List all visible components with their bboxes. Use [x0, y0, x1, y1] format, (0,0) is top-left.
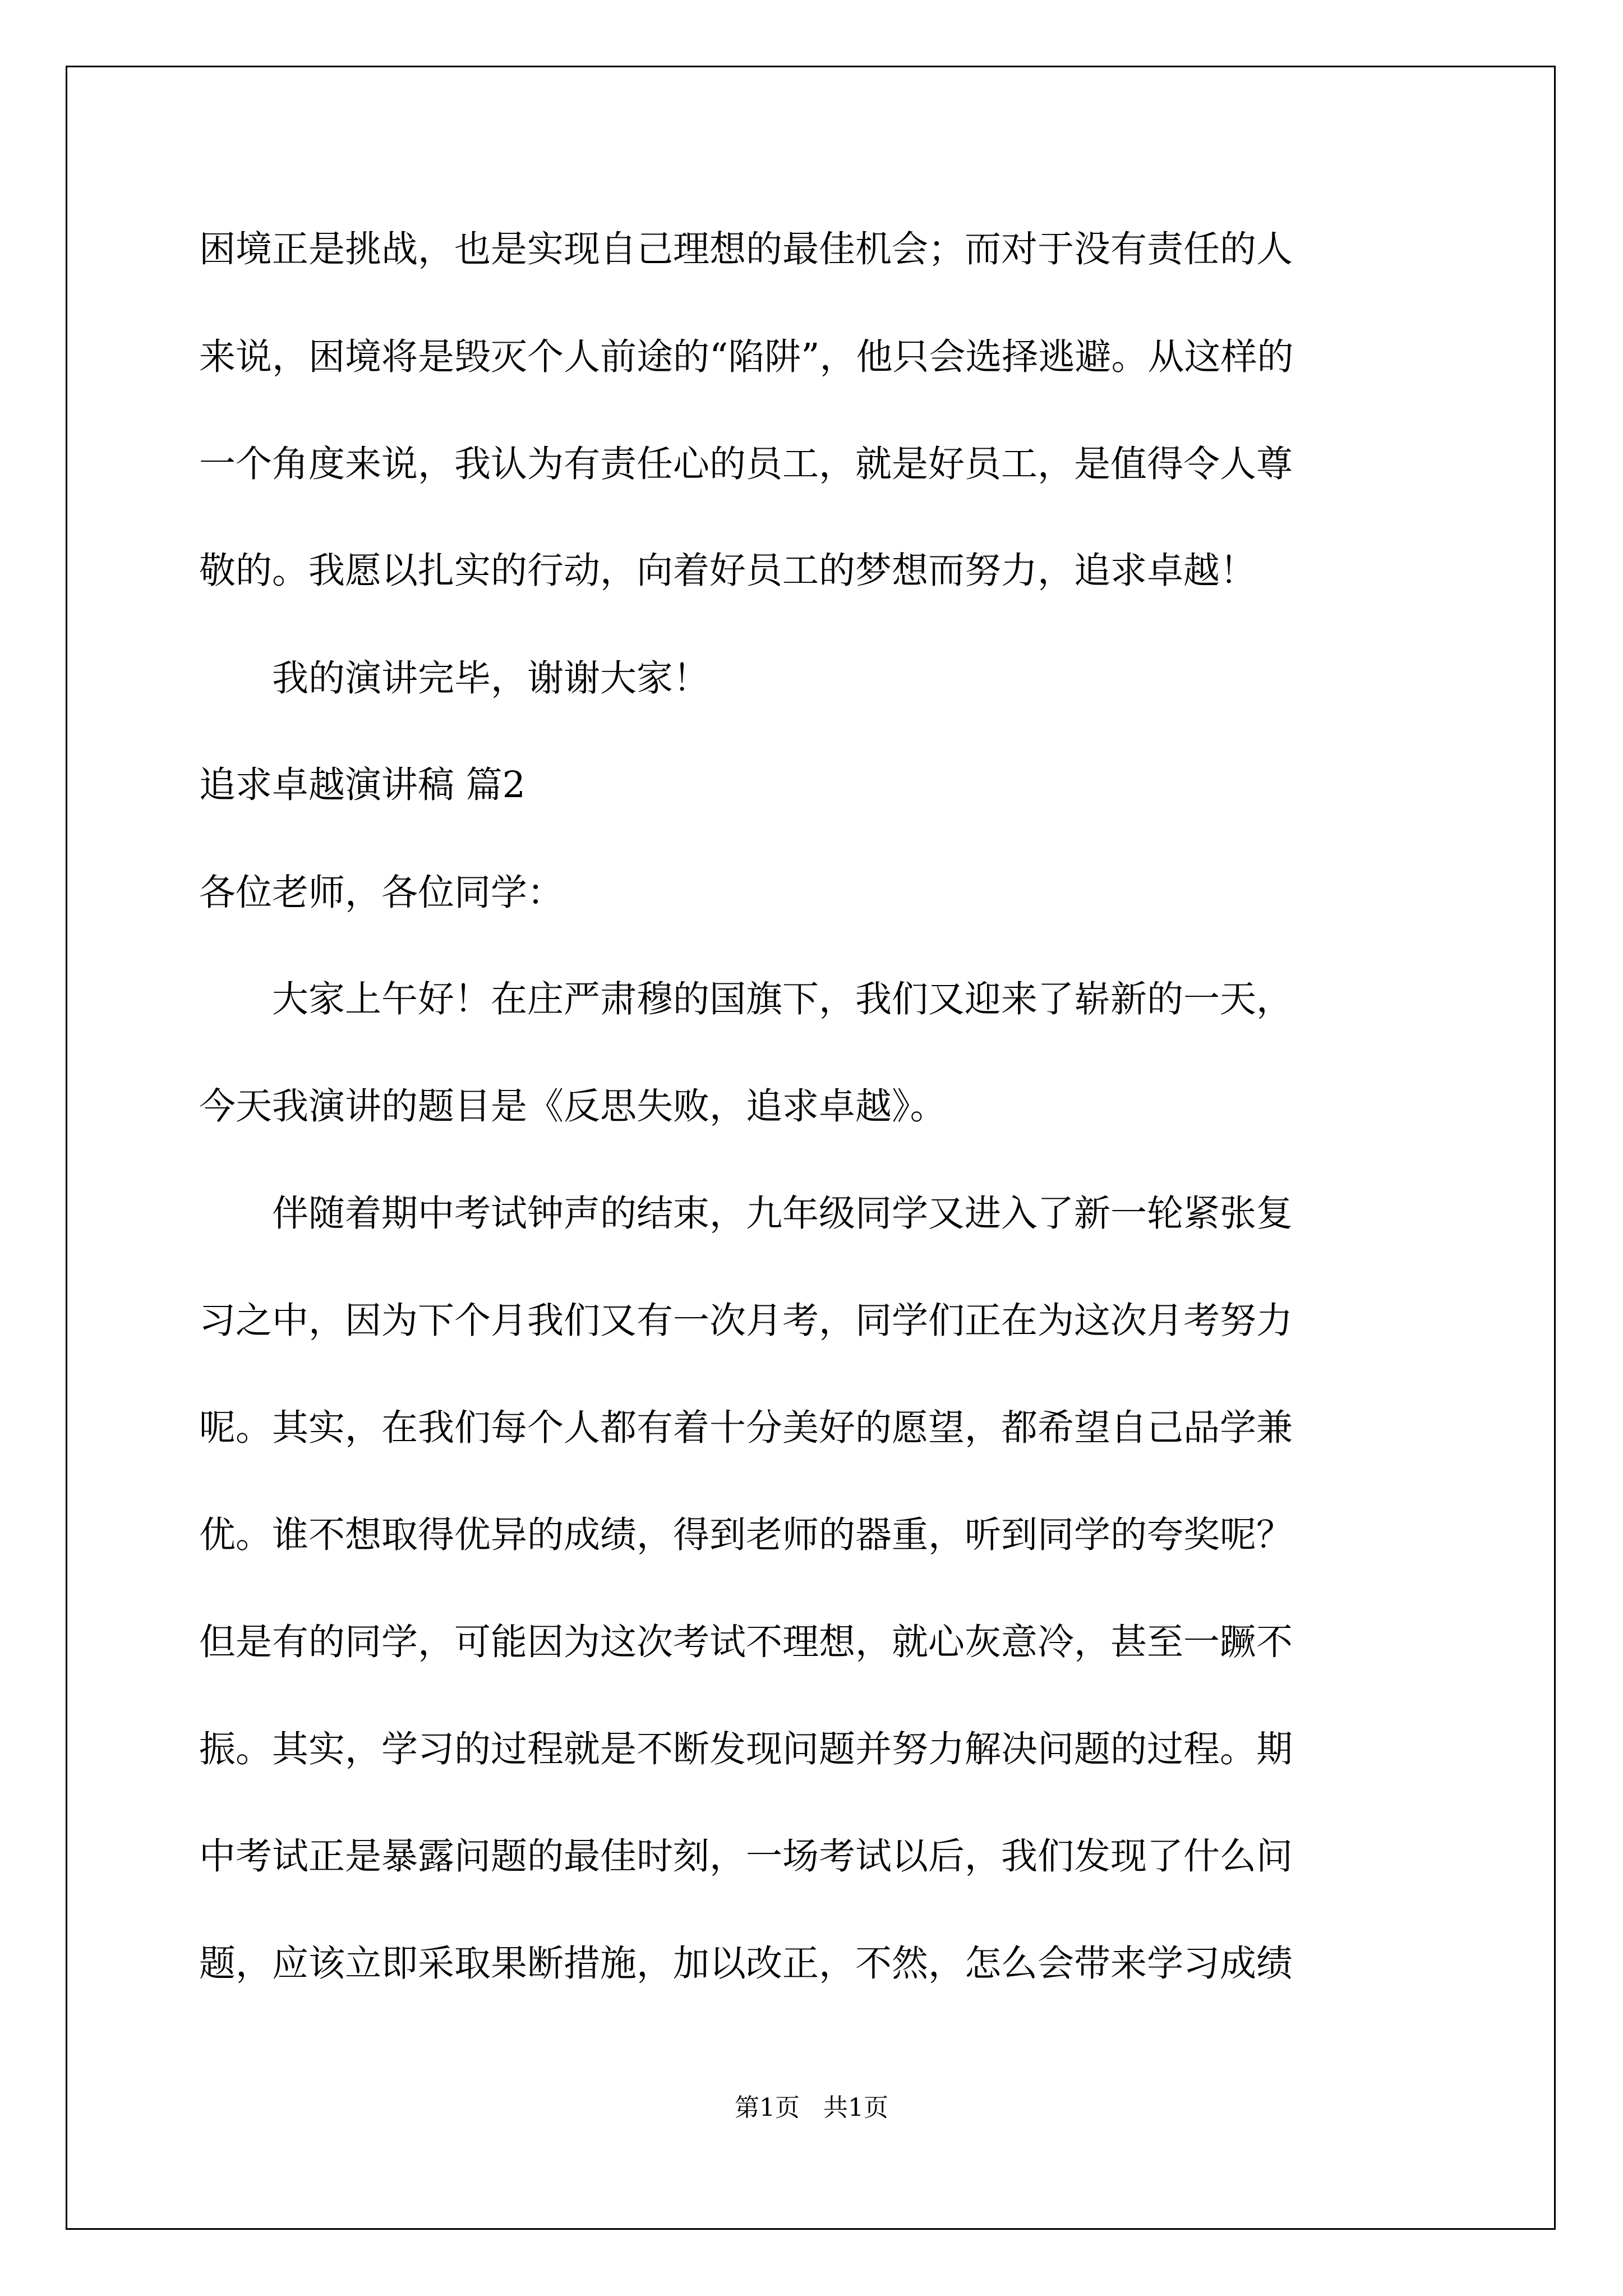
text-line: 题，应该立即采取果断措施，加以改正，不然，怎么会带来学习成绩	[199, 1943, 1293, 1985]
text-line: 大家上午好！在庄严肃穆的国旗下，我们又迎来了崭新的一天，	[272, 978, 1293, 1020]
page-border	[66, 66, 1556, 2230]
text-line: 优。谁不想取得优异的成绩，得到老师的器重，听到同学的夸奖呢？	[199, 1514, 1293, 1556]
section-heading: 追求卓越演讲稿 篇2	[199, 764, 526, 806]
text-line: 我的演讲完毕，谢谢大家！	[272, 657, 710, 700]
text-line: 来说，困境将是毁灭个人前途的“陷阱”，他只会选择逃避。从这样的	[199, 336, 1294, 378]
text-line: 今天我演讲的题目是《反思失败，追求卓越》。	[199, 1085, 947, 1128]
page-footer: 第1页 共1页	[735, 2093, 888, 2122]
text-line: 一个角度来说，我认为有责任心的员工，就是好员工，是值得令人尊	[199, 443, 1293, 485]
text-line: 呢。其实，在我们每个人都有着十分美好的愿望，都希望自己品学兼	[199, 1407, 1293, 1449]
text-line: 敬的。我愿以扎实的行动，向着好员工的梦想而努力，追求卓越！	[199, 550, 1257, 592]
salutation: 各位老师，各位同学：	[199, 872, 564, 914]
text-line: 习之中，因为下个月我们又有一次月考，同学们正在为这次月考努力	[199, 1300, 1293, 1342]
text-line: 伴随着期中考试钟声的结束，九年级同学又进入了新一轮紧张复	[272, 1193, 1293, 1235]
text-line: 但是有的同学，可能因为这次考试不理想，就心灰意冷，甚至一蹶不	[199, 1621, 1293, 1663]
text-line: 振。其实，学习的过程就是不断发现问题并努力解决问题的过程。期	[199, 1728, 1293, 1770]
text-line: 困境正是挑战，也是实现自己理想的最佳机会；而对于没有责任的人	[199, 228, 1293, 270]
text-line: 中考试正是暴露问题的最佳时刻，一场考试以后，我们发现了什么问	[199, 1835, 1293, 1878]
